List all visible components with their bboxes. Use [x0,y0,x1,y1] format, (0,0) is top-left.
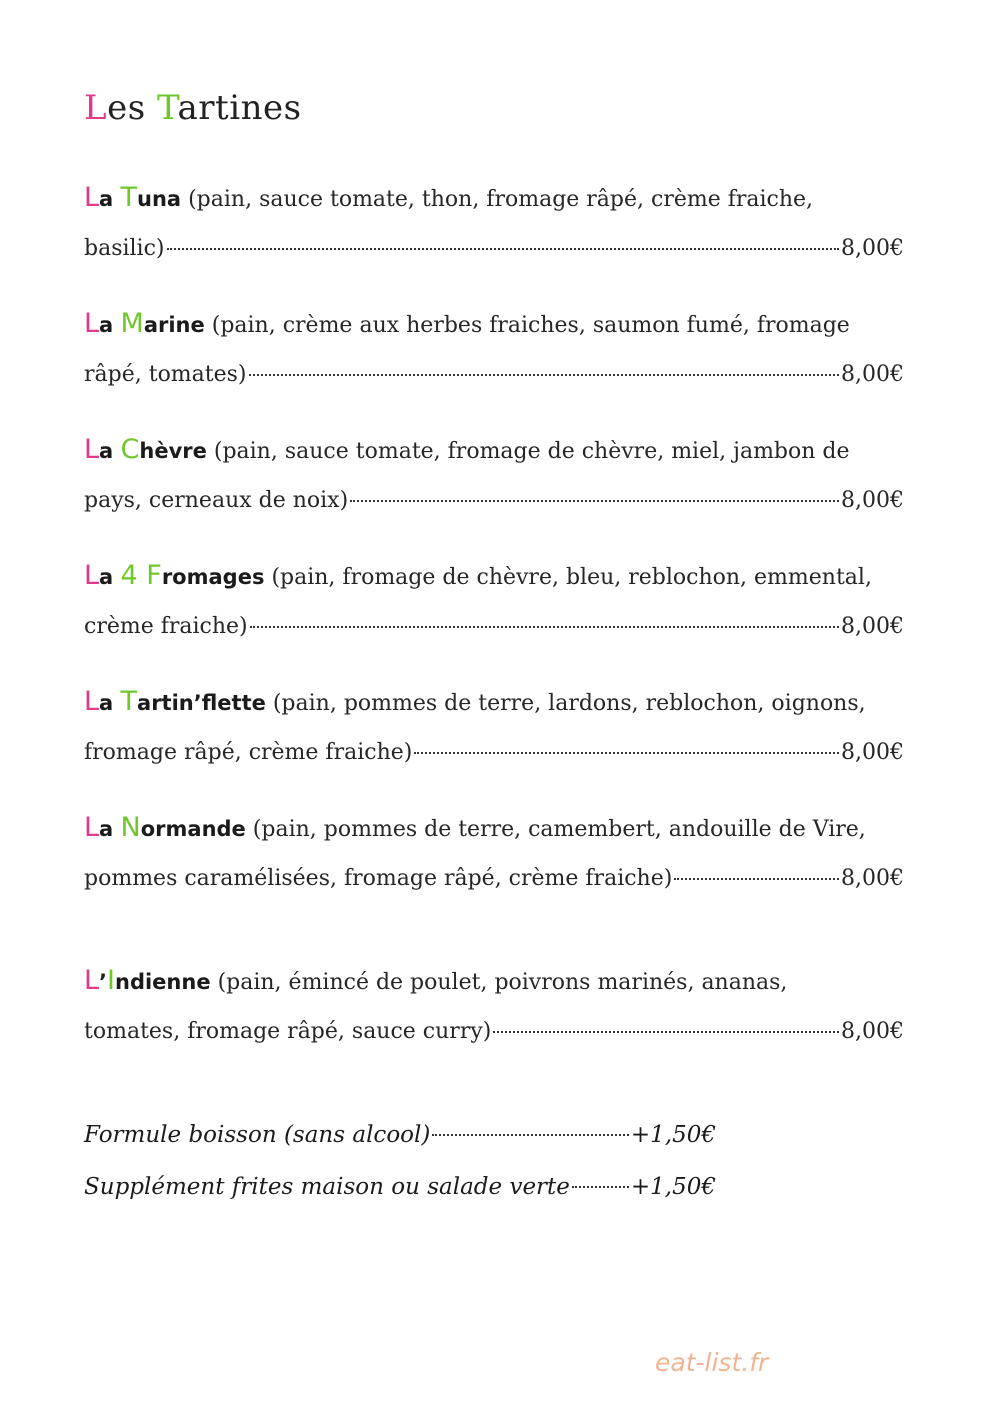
extras-section [84,1118,716,1222]
item-price: 8,00€ [841,1019,904,1044]
item-line-1 [84,183,904,213]
item-initial-2: 4 F [120,560,162,591]
item-description-2: fromage râpé, crème fraiche) [84,740,413,765]
item-line-2 [84,1017,904,1047]
item-line-1 [84,561,904,591]
item-initial-2: T [120,182,138,213]
item-description-2: basilic) [84,236,165,261]
item-line-2 [84,738,904,768]
item-line-2 [84,486,904,516]
item-description-2: crème fraiche) [84,614,248,639]
item-initial-2: T [120,686,138,717]
item-line-1 [84,435,904,465]
extra-formule-boisson [84,1118,716,1152]
page-title [84,88,302,128]
item-name-part-1: a [99,187,121,211]
item-initial-1: L [84,308,100,339]
menu-item-la-4-fromages [84,561,904,642]
item-description-2: pays, cerneaux de noix) [84,488,349,513]
item-name-part-1: a [99,691,121,715]
item-name [84,182,182,213]
extra-label: Formule boisson (sans alcool) [84,1122,431,1148]
item-name [84,812,246,843]
item-price: 8,00€ [841,362,904,387]
item-name [84,560,265,591]
dot-leader [350,500,839,502]
dot-leader [167,248,840,250]
item-name-part-2: arine [143,313,205,337]
menu-item-la-normande [84,813,904,894]
item-name [84,434,207,465]
item-price: 8,00€ [841,740,904,765]
item-price: 8,00€ [841,614,904,639]
item-line-1 [84,309,904,339]
item-description-2: râpé, tomates) [84,362,247,387]
dot-leader [249,374,839,376]
item-description-1: (pain, sauce tomate, fromage de chèvre, miel, jambon de [206,439,850,464]
item-name-part-2: hèvre [139,439,207,463]
item-name-part-1: a [99,817,121,841]
extra-supplement-frites [84,1170,716,1204]
item-initial-2: I [107,965,115,996]
item-initial-1: L [84,182,100,213]
item-name [84,965,211,996]
dot-leader [414,752,839,754]
dot-leader [432,1134,629,1136]
item-name-part-2: romages [161,565,265,589]
dot-leader [572,1186,629,1188]
item-line-1 [84,687,904,717]
item-name [84,686,266,717]
item-description-2: pommes caramélisées, fromage râpé, crème fraiche) [84,866,673,891]
dot-leader [493,1031,839,1033]
item-name-part-1: ’ [99,970,108,994]
title-text-2: artines [177,88,302,128]
extra-price: +1,50€ [630,1174,716,1200]
menu-item-la-tuna [84,183,904,264]
dot-leader [674,878,839,880]
item-line-1 [84,813,904,843]
item-initial-2: N [120,812,141,843]
item-initial-1: L [84,560,100,591]
extra-price: +1,50€ [630,1122,716,1148]
item-name-part-1: a [99,313,121,337]
item-name-part-1: a [99,565,121,589]
item-initial-2: M [120,308,144,339]
extra-label: Supplément frites maison ou salade verte [84,1174,570,1200]
item-name-part-2: artin’flette [137,691,266,715]
dot-leader [250,626,839,628]
item-name-part-2: ormande [140,817,246,841]
menu-item-la-tartinflette [84,687,904,768]
item-name-part-2: ndienne [115,970,211,994]
item-description-1: (pain, crème aux herbes fraiches, saumon fumé, fromage [204,313,850,338]
watermark-brand: eat-list.fr [655,1348,769,1377]
item-initial-2: C [120,434,140,465]
item-line-2 [84,612,904,642]
item-line-2 [84,864,904,894]
item-name-part-2: una [137,187,182,211]
item-initial-1: L [84,686,100,717]
item-price: 8,00€ [841,866,904,891]
item-initial-1: L [84,965,100,996]
item-price: 8,00€ [841,236,904,261]
item-price: 8,00€ [841,488,904,513]
item-line-2 [84,234,904,264]
item-line-2 [84,360,904,390]
item-description-1: (pain, fromage de chèvre, bleu, reblochon, emmental, [264,565,872,590]
item-description-1: (pain, pommes de terre, lardons, reblochon, oignons, [265,691,866,716]
menu-item-lindienne [84,966,904,1047]
item-description-2: tomates, fromage râpé, sauce curry) [84,1019,492,1044]
item-initial-1: L [84,812,100,843]
item-line-1 [84,966,904,996]
item-description-1: (pain, sauce tomate, thon, fromage râpé, crème fraiche, [181,187,814,212]
title-initial-t: T [156,88,178,128]
title-text-1: es [107,88,157,128]
item-description-1: (pain, émincé de poulet, poivrons marinés, ananas, [210,970,788,995]
item-name [84,308,205,339]
menu-item-la-marine [84,309,904,390]
title-initial-l: L [84,88,108,128]
menu-item-la-chevre [84,435,904,516]
item-description-1: (pain, pommes de terre, camembert, andouille de Vire, [245,817,866,842]
item-initial-1: L [84,434,100,465]
item-name-part-1: a [99,439,121,463]
